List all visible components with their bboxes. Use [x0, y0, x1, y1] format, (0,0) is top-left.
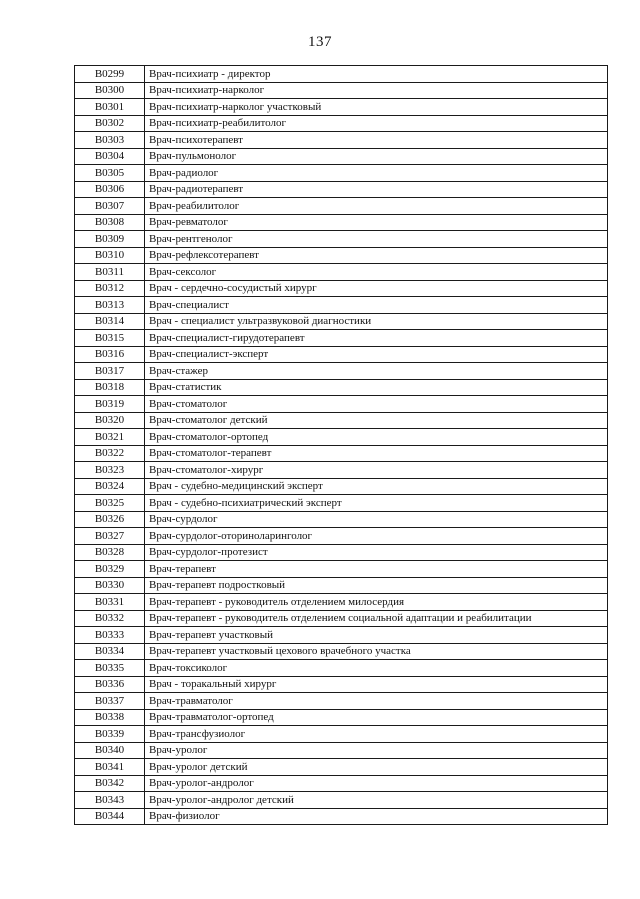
table-row [75, 379, 608, 396]
code-cell: B0319 [75, 396, 145, 413]
title-cell: Врач-терапевт участковый цехового врачебного участка [145, 643, 608, 660]
title-cell: Врач-статистик [145, 379, 608, 396]
title-cell: Врач-рентгенолог [145, 231, 608, 248]
table-row [75, 660, 608, 677]
code-cell: B0313 [75, 297, 145, 314]
table-row [75, 82, 608, 99]
title-cell: Врач-радиолог [145, 165, 608, 182]
title-cell: Врач-травматолог [145, 693, 608, 710]
code-cell: B0322 [75, 445, 145, 462]
code-cell: B0305 [75, 165, 145, 182]
table-row [75, 759, 608, 776]
profession-codes-table [74, 65, 608, 825]
code-cell: B0300 [75, 82, 145, 99]
code-cell: B0328 [75, 544, 145, 561]
code-cell: B0299 [75, 66, 145, 83]
title-cell: Врач - судебно-психиатрический эксперт [145, 495, 608, 512]
code-cell: B0329 [75, 561, 145, 578]
table-row [75, 214, 608, 231]
title-cell: Врач-стоматолог-ортопед [145, 429, 608, 446]
title-cell: Врач-стажер [145, 363, 608, 380]
table-row [75, 181, 608, 198]
table-row [75, 709, 608, 726]
table-row [75, 808, 608, 825]
code-cell: B0327 [75, 528, 145, 545]
code-cell: B0332 [75, 610, 145, 627]
title-cell: Врач-травматолог-ортопед [145, 709, 608, 726]
table-row [75, 66, 608, 83]
code-cell: B0308 [75, 214, 145, 231]
code-cell: B0342 [75, 775, 145, 792]
table-body [75, 66, 608, 825]
title-cell: Врач-специалист [145, 297, 608, 314]
code-cell: B0325 [75, 495, 145, 512]
table-row [75, 610, 608, 627]
code-cell: B0340 [75, 742, 145, 759]
table-row [75, 99, 608, 116]
code-cell: B0339 [75, 726, 145, 743]
table-row [75, 198, 608, 215]
table-row [75, 775, 608, 792]
table-row [75, 643, 608, 660]
code-cell: B0324 [75, 478, 145, 495]
table-row [75, 231, 608, 248]
code-cell: B0311 [75, 264, 145, 281]
code-cell: B0309 [75, 231, 145, 248]
title-cell: Врач-сурдолог-оториноларинголог [145, 528, 608, 545]
table-row [75, 165, 608, 182]
code-cell: B0318 [75, 379, 145, 396]
table-row [75, 346, 608, 363]
title-cell: Врач-сурдолог-протезист [145, 544, 608, 561]
code-cell: B0336 [75, 676, 145, 693]
title-cell: Врач-стоматолог-хирург [145, 462, 608, 479]
table-row [75, 676, 608, 693]
table-row [75, 297, 608, 314]
title-cell: Врач-специалист-эксперт [145, 346, 608, 363]
code-cell: B0310 [75, 247, 145, 264]
title-cell: Врач-трансфузиолог [145, 726, 608, 743]
table-row [75, 693, 608, 710]
code-cell: B0335 [75, 660, 145, 677]
title-cell: Врач - торакальный хирург [145, 676, 608, 693]
title-cell: Врач-сурдолог [145, 511, 608, 528]
title-cell: Врач-реабилитолог [145, 198, 608, 215]
table-row [75, 577, 608, 594]
table-row [75, 561, 608, 578]
title-cell: Врач-психиатр-реабилитолог [145, 115, 608, 132]
code-cell: B0306 [75, 181, 145, 198]
table-row [75, 280, 608, 297]
title-cell: Врач-физиолог [145, 808, 608, 825]
title-cell: Врач-рефлексотерапевт [145, 247, 608, 264]
title-cell: Врач-терапевт [145, 561, 608, 578]
title-cell: Врач-стоматолог детский [145, 412, 608, 429]
title-cell: Врач - специалист ультразвуковой диагностики [145, 313, 608, 330]
table-row [75, 462, 608, 479]
table-row [75, 495, 608, 512]
title-cell: Врач - сердечно-сосудистый хирург [145, 280, 608, 297]
code-cell: B0303 [75, 132, 145, 149]
code-cell: B0333 [75, 627, 145, 644]
table-row [75, 412, 608, 429]
table-row [75, 627, 608, 644]
title-cell: Врач-сексолог [145, 264, 608, 281]
table-row [75, 313, 608, 330]
title-cell: Врач-уролог-андролог [145, 775, 608, 792]
table-row [75, 511, 608, 528]
code-cell: B0314 [75, 313, 145, 330]
title-cell: Врач-психиатр - директор [145, 66, 608, 83]
code-cell: B0317 [75, 363, 145, 380]
code-cell: B0334 [75, 643, 145, 660]
code-cell: B0301 [75, 99, 145, 116]
table-row [75, 429, 608, 446]
title-cell: Врач-психотерапевт [145, 132, 608, 149]
title-cell: Врач-уролог-андролог детский [145, 792, 608, 809]
title-cell: Врач-психиатр-нарколог участковый [145, 99, 608, 116]
code-cell: B0341 [75, 759, 145, 776]
table-row [75, 726, 608, 743]
code-cell: B0344 [75, 808, 145, 825]
table-row [75, 330, 608, 347]
table-row [75, 396, 608, 413]
code-cell: B0330 [75, 577, 145, 594]
title-cell: Врач-терапевт - руководитель отделением социальной адаптации и реабилитации [145, 610, 608, 627]
title-cell: Врач-терапевт участковый [145, 627, 608, 644]
table-row [75, 247, 608, 264]
title-cell: Врач-радиотерапевт [145, 181, 608, 198]
code-cell: B0307 [75, 198, 145, 215]
table-row [75, 445, 608, 462]
title-cell: Врач-стоматолог-терапевт [145, 445, 608, 462]
code-cell: B0337 [75, 693, 145, 710]
table-row [75, 363, 608, 380]
title-cell: Врач-уролог детский [145, 759, 608, 776]
code-cell: B0316 [75, 346, 145, 363]
table-row [75, 132, 608, 149]
code-cell: B0338 [75, 709, 145, 726]
code-cell: B0304 [75, 148, 145, 165]
code-cell: B0315 [75, 330, 145, 347]
table-row [75, 148, 608, 165]
title-cell: Врач-специалист-гирудотерапевт [145, 330, 608, 347]
title-cell: Врач-терапевт - руководитель отделением милосердия [145, 594, 608, 611]
table-row [75, 528, 608, 545]
code-cell: B0320 [75, 412, 145, 429]
table-row [75, 115, 608, 132]
code-cell: B0312 [75, 280, 145, 297]
table-row [75, 264, 608, 281]
table-row [75, 478, 608, 495]
code-cell: B0321 [75, 429, 145, 446]
title-cell: Врач-терапевт подростковый [145, 577, 608, 594]
code-cell: B0331 [75, 594, 145, 611]
title-cell: Врач-ревматолог [145, 214, 608, 231]
title-cell: Врач-пульмонолог [145, 148, 608, 165]
title-cell: Врач-психиатр-нарколог [145, 82, 608, 99]
code-cell: B0343 [75, 792, 145, 809]
title-cell: Врач - судебно-медицинский эксперт [145, 478, 608, 495]
table-row [75, 792, 608, 809]
code-cell: B0302 [75, 115, 145, 132]
table-row [75, 742, 608, 759]
title-cell: Врач-токсиколог [145, 660, 608, 677]
table-row [75, 594, 608, 611]
code-cell: B0323 [75, 462, 145, 479]
page-number: 137 [308, 34, 332, 50]
title-cell: Врач-уролог [145, 742, 608, 759]
code-cell: B0326 [75, 511, 145, 528]
table-row [75, 544, 608, 561]
title-cell: Врач-стоматолог [145, 396, 608, 413]
